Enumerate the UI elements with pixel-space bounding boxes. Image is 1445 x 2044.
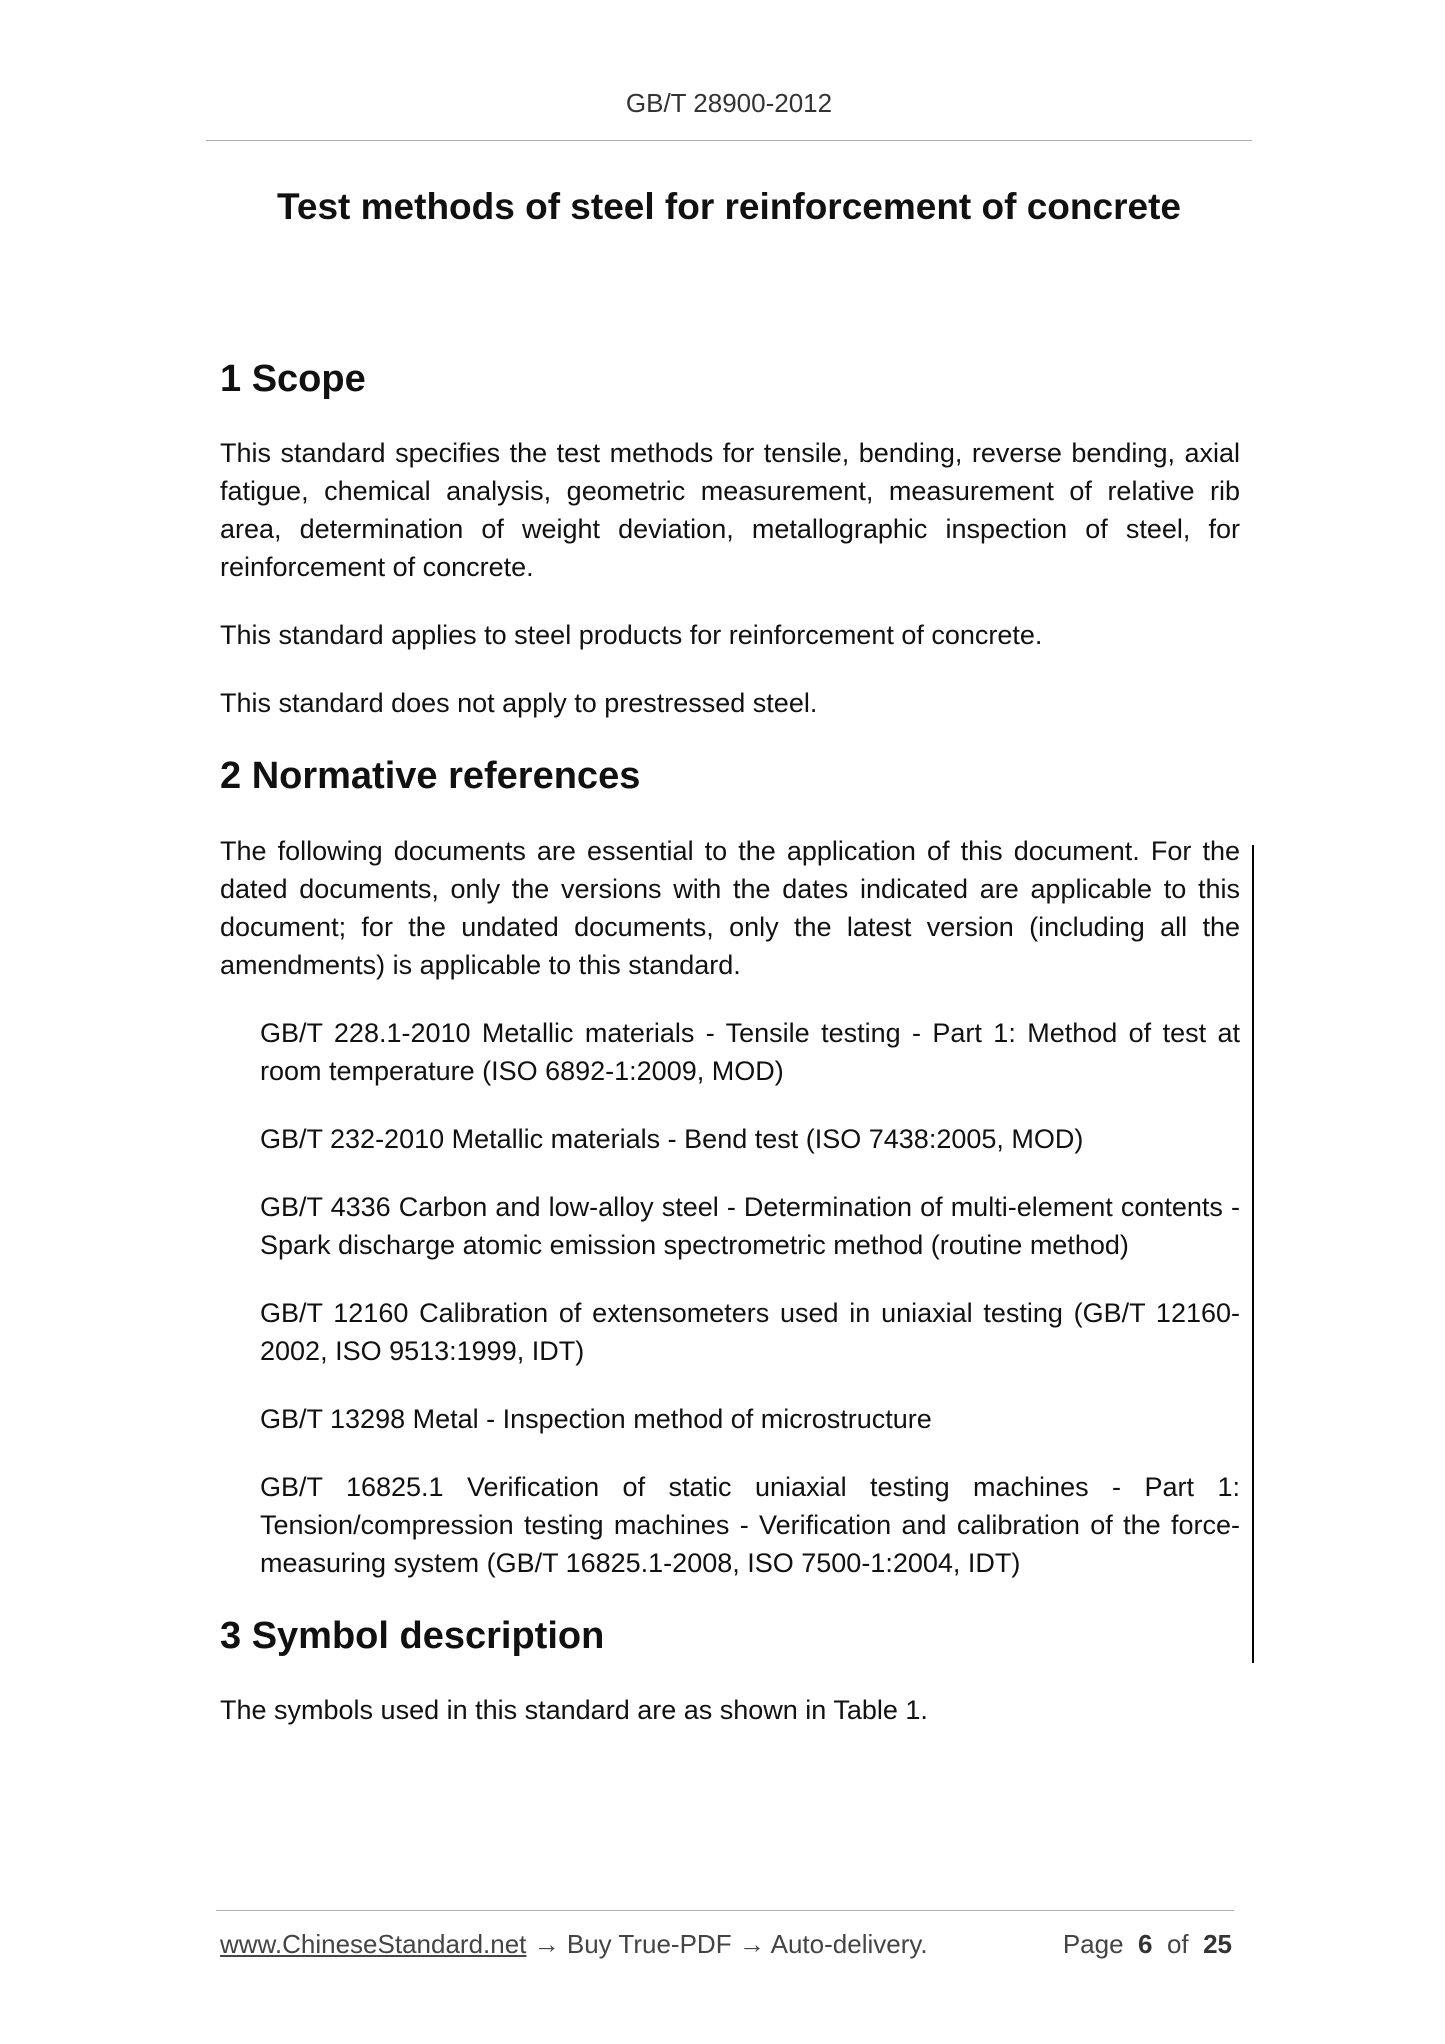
normative-intro: The following documents are essential to the application of this document. For the dated documents, only the versions with the dates indicated are applicable to this document; for the undated documents, only the latest version (including all the amendments) is applicable to this standard.: [220, 835, 1240, 980]
arrow-right-icon: →: [738, 1929, 765, 1959]
website-link[interactable]: www.ChineseStandard.net: [220, 1929, 527, 1959]
page-current: 6: [1138, 1929, 1153, 1959]
reference-item: GB/T 228.1-2010 Metallic materials - Tensile testing - Part 1: Method of test at room temperature (ISO 6892-1:2009, MOD): [260, 1017, 1240, 1086]
footer-rule: [216, 1910, 1234, 1911]
arrow-right-icon: →: [533, 1929, 560, 1959]
change-bar: [1252, 845, 1254, 1663]
document-body: [220, 355, 1240, 1759]
page-total: 25: [1203, 1929, 1232, 1959]
document-title: Test methods of steel for reinforcement of concrete: [277, 186, 1181, 227]
reference-item: GB/T 16825.1 Verification of static uniaxial testing machines - Part 1: Tension/compression testing machines - Verification and calibration of the force-measuring system (GB/T 16825.1-2008, ISO 7500-1:2004, IDT): [260, 1471, 1240, 1578]
scope-paragraph: This standard applies to steel products for reinforcement of concrete.: [220, 620, 1043, 651]
reference-item: GB/T 13298 Metal - Inspection method of microstructure: [260, 1403, 932, 1434]
scope-paragraph: This standard does not apply to prestressed steel.: [220, 688, 818, 719]
reference-item: GB/T 4336 Carbon and low-alloy steel - Determination of multi-element contents - Spark discharge atomic emission spectrometric method (routine method): [260, 1191, 1240, 1260]
header-rule: [206, 140, 1252, 141]
page-of: of: [1166, 1929, 1189, 1959]
buy-text: Buy True-PDF: [566, 1929, 732, 1959]
page-label: Page: [1062, 1929, 1124, 1959]
reference-item: GB/T 232-2010 Metallic materials - Bend test (ISO 7438:2005, MOD): [260, 1123, 1084, 1154]
running-header: GB/T 28900-2012: [625, 88, 833, 118]
symbols-paragraph: The symbols used in this standard are as shown in Table 1.: [220, 1695, 928, 1726]
delivery-text: Auto-delivery.: [770, 1929, 928, 1959]
section-heading-normative-references: 2 Normative references: [220, 755, 641, 798]
reference-item: GB/T 12160 Calibration of extensometers used in uniaxial testing (GB/T 12160-2002, ISO 9513:1999, IDT): [260, 1297, 1240, 1366]
page-number: [1063, 1929, 1232, 1960]
section-heading-symbol-description: 3 Symbol description: [220, 1614, 605, 1657]
scope-paragraph: This standard specifies the test methods for tensile, bending, reverse bending, axial fatigue, chemical analysis, geometric measurement, measurement of relative rib area, determination of weight deviation, metallographic inspection of steel, for reinforcement of concrete.: [220, 438, 1240, 583]
footer-promo: [220, 1929, 928, 1960]
section-heading-scope: 1 Scope: [220, 358, 366, 400]
